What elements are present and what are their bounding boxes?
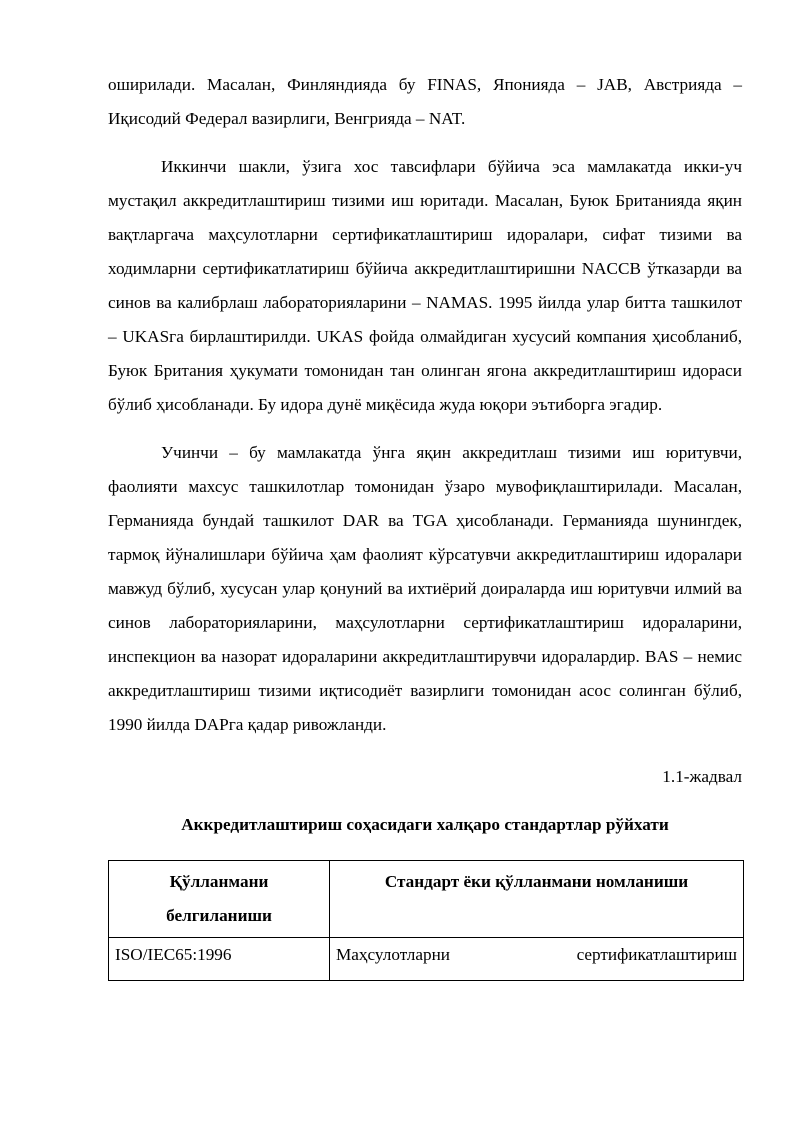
standards-table [108,860,744,981]
header-designation: Қўлланмани белгиланиши [109,861,330,938]
table-title: Аккредитлаштириш соҳасидаги халқаро стандартлар рўйхати [181,815,669,834]
cell-designation: ISO/IEC65:1996 [109,938,330,981]
cell-standard-name: Маҳсулотларни сертификатлаштириш [330,938,744,981]
paragraph-third-form: Учинчи – бу мамлакатда ўнга яқин аккредитлаш тизими иш юритувчи, фаолияти махсус ташкилотлар томонидан ўзаро мувофиқлаштирилади. Масалан, Германияда бундай ташкилот DAR ва TGA ҳисобланади. Германияда шунингдек, тармоқ йўналишлари бўйича ҳам фаолият кўрсатувчи аккредитлаштириш идоралари мавжуд бўлиб, хусусан улар қонуний ва ихтиёрий доираларда иш юритувчи илмий ва синов лабораторияларини, маҳсулотларни сертификатлаштириш идораларини, инспекцион ва назорат идораларини аккредитлаштирувчи идоралардир. BAS – немис аккредитлаштириш тизими иқтисодиёт вазирлиги томонидан асос солинган бўлиб, 1990 йилда DAPга қадар ривожланди. [108,443,742,734]
table-header-row [109,861,744,938]
table-number-label: 1.1-жадвал [662,767,742,786]
paragraph-continuation: оширилади. Масалан, Финляндияда бу FINAS, Японияда – JAB, Австрияда – Иқисодий Федерал вазирлиги, Венгрияда – NAT. [108,75,742,128]
table-row [109,938,744,981]
header-standard-name: Стандарт ёки қўлланмани номланиши [330,861,744,938]
paragraph-second-form: Иккинчи шакли, ўзига хос тавсифлари бўйича эса мамлакатда икки-уч мустақил аккредитлаштириш тизими иш юритади. Масалан, Буюк Британияда яқин вақтларгача маҳсулотларни сертификатлаштириш идоралари, сифат тизими ва ходимларни сертификатлатириш бўйича аккредитлаштиришни NACCB ўтказарди ва синов ва калибрлаш лабораторияларини – NAMAS. 1995 йилда улар битта ташкилот – UKASга бирлаштирилди. UKAS фойда олмайдиган хусусий компания ҳисобланиб, Буюк Британия ҳукумати томонидан тан олинган ягона аккредитлаштириш идораси бўлиб ҳисобланади. Бу идора дунё миқёсида жуда юқори эътиборга эгадир. [108,157,742,414]
